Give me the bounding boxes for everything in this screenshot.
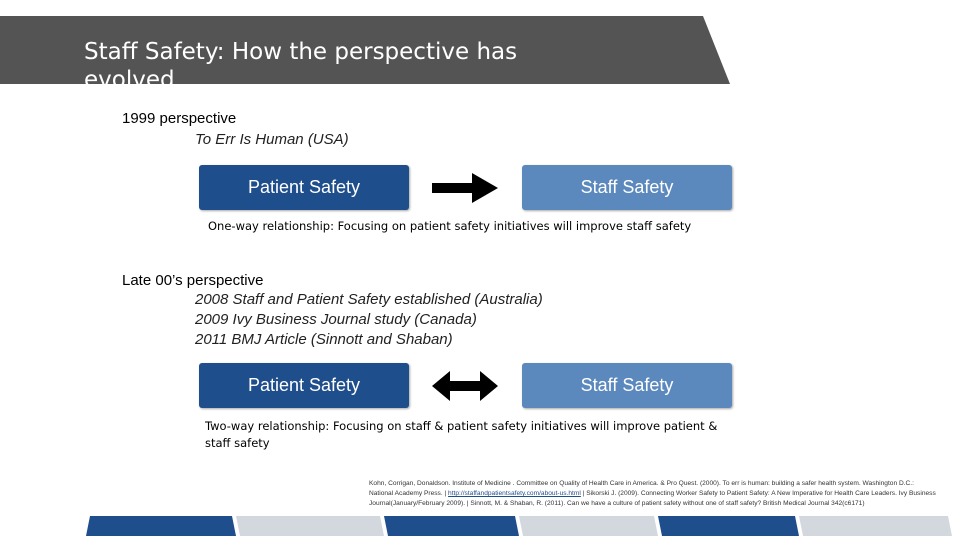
citation-text-1: Kohn, Corrigan, Donaldson. Institute of Medicine . Committee on Quality of Health Care in America. & Pro Quest. (2000). To err is human: building a safer health system. Washington D.C.: National Academy Press. | [369, 480, 914, 497]
section2-heading: Late 00’s perspective [122, 272, 264, 289]
patient-safety-box-2: Patient Safety [199, 363, 409, 408]
section2-caption [205, 418, 717, 452]
patient-safety-box-1: Patient Safety [199, 165, 409, 210]
section1-reference: To Err Is Human (USA) [195, 131, 349, 148]
section2-caption-line1: Two-way relationship: Focusing on staff & patient safety initiatives will improve patient & [205, 419, 718, 433]
page-title [84, 38, 644, 94]
staff-safety-box-2: Staff Safety [522, 363, 732, 408]
citation [369, 479, 939, 509]
right-arrow-icon [432, 173, 498, 203]
section2-caption-line2: staff safety [205, 436, 270, 450]
section1-heading: 1999 perspective [122, 110, 237, 127]
bottom-stripe-bar [0, 516, 960, 536]
section2-reference-1: 2008 Staff and Patient Safety established (Australia) [195, 291, 543, 308]
double-arrow-icon [432, 371, 498, 401]
title-banner [0, 16, 730, 93]
staff-safety-box-1: Staff Safety [522, 165, 732, 210]
page-title-line2: evolved [84, 67, 175, 93]
page-title-line1: Staff Safety: How the perspective has [84, 39, 518, 65]
citation-text-2: | Sikorski J. (2009). Connecting Worker Safety to Patient Safety: A New Imperative for Health Care Leaders. Ivy Business Journal(January/February 2009). | Sinnott, M. & Shaban, R. (2011). Can we have a culture of patient safety without one of staff safety? British Medical Journal 342(c6171) [369, 490, 936, 507]
section2-reference-3: 2011 BMJ Article (Sinnott and Shaban) [195, 331, 453, 348]
section1-caption: One-way relationship: Focusing on patient safety initiatives will improve staff safety [208, 219, 692, 233]
section2-reference-2: 2009 Ivy Business Journal study (Canada) [195, 311, 477, 328]
citation-link[interactable]: http://staffandpatientsafety.com/about-us.html [448, 490, 581, 497]
